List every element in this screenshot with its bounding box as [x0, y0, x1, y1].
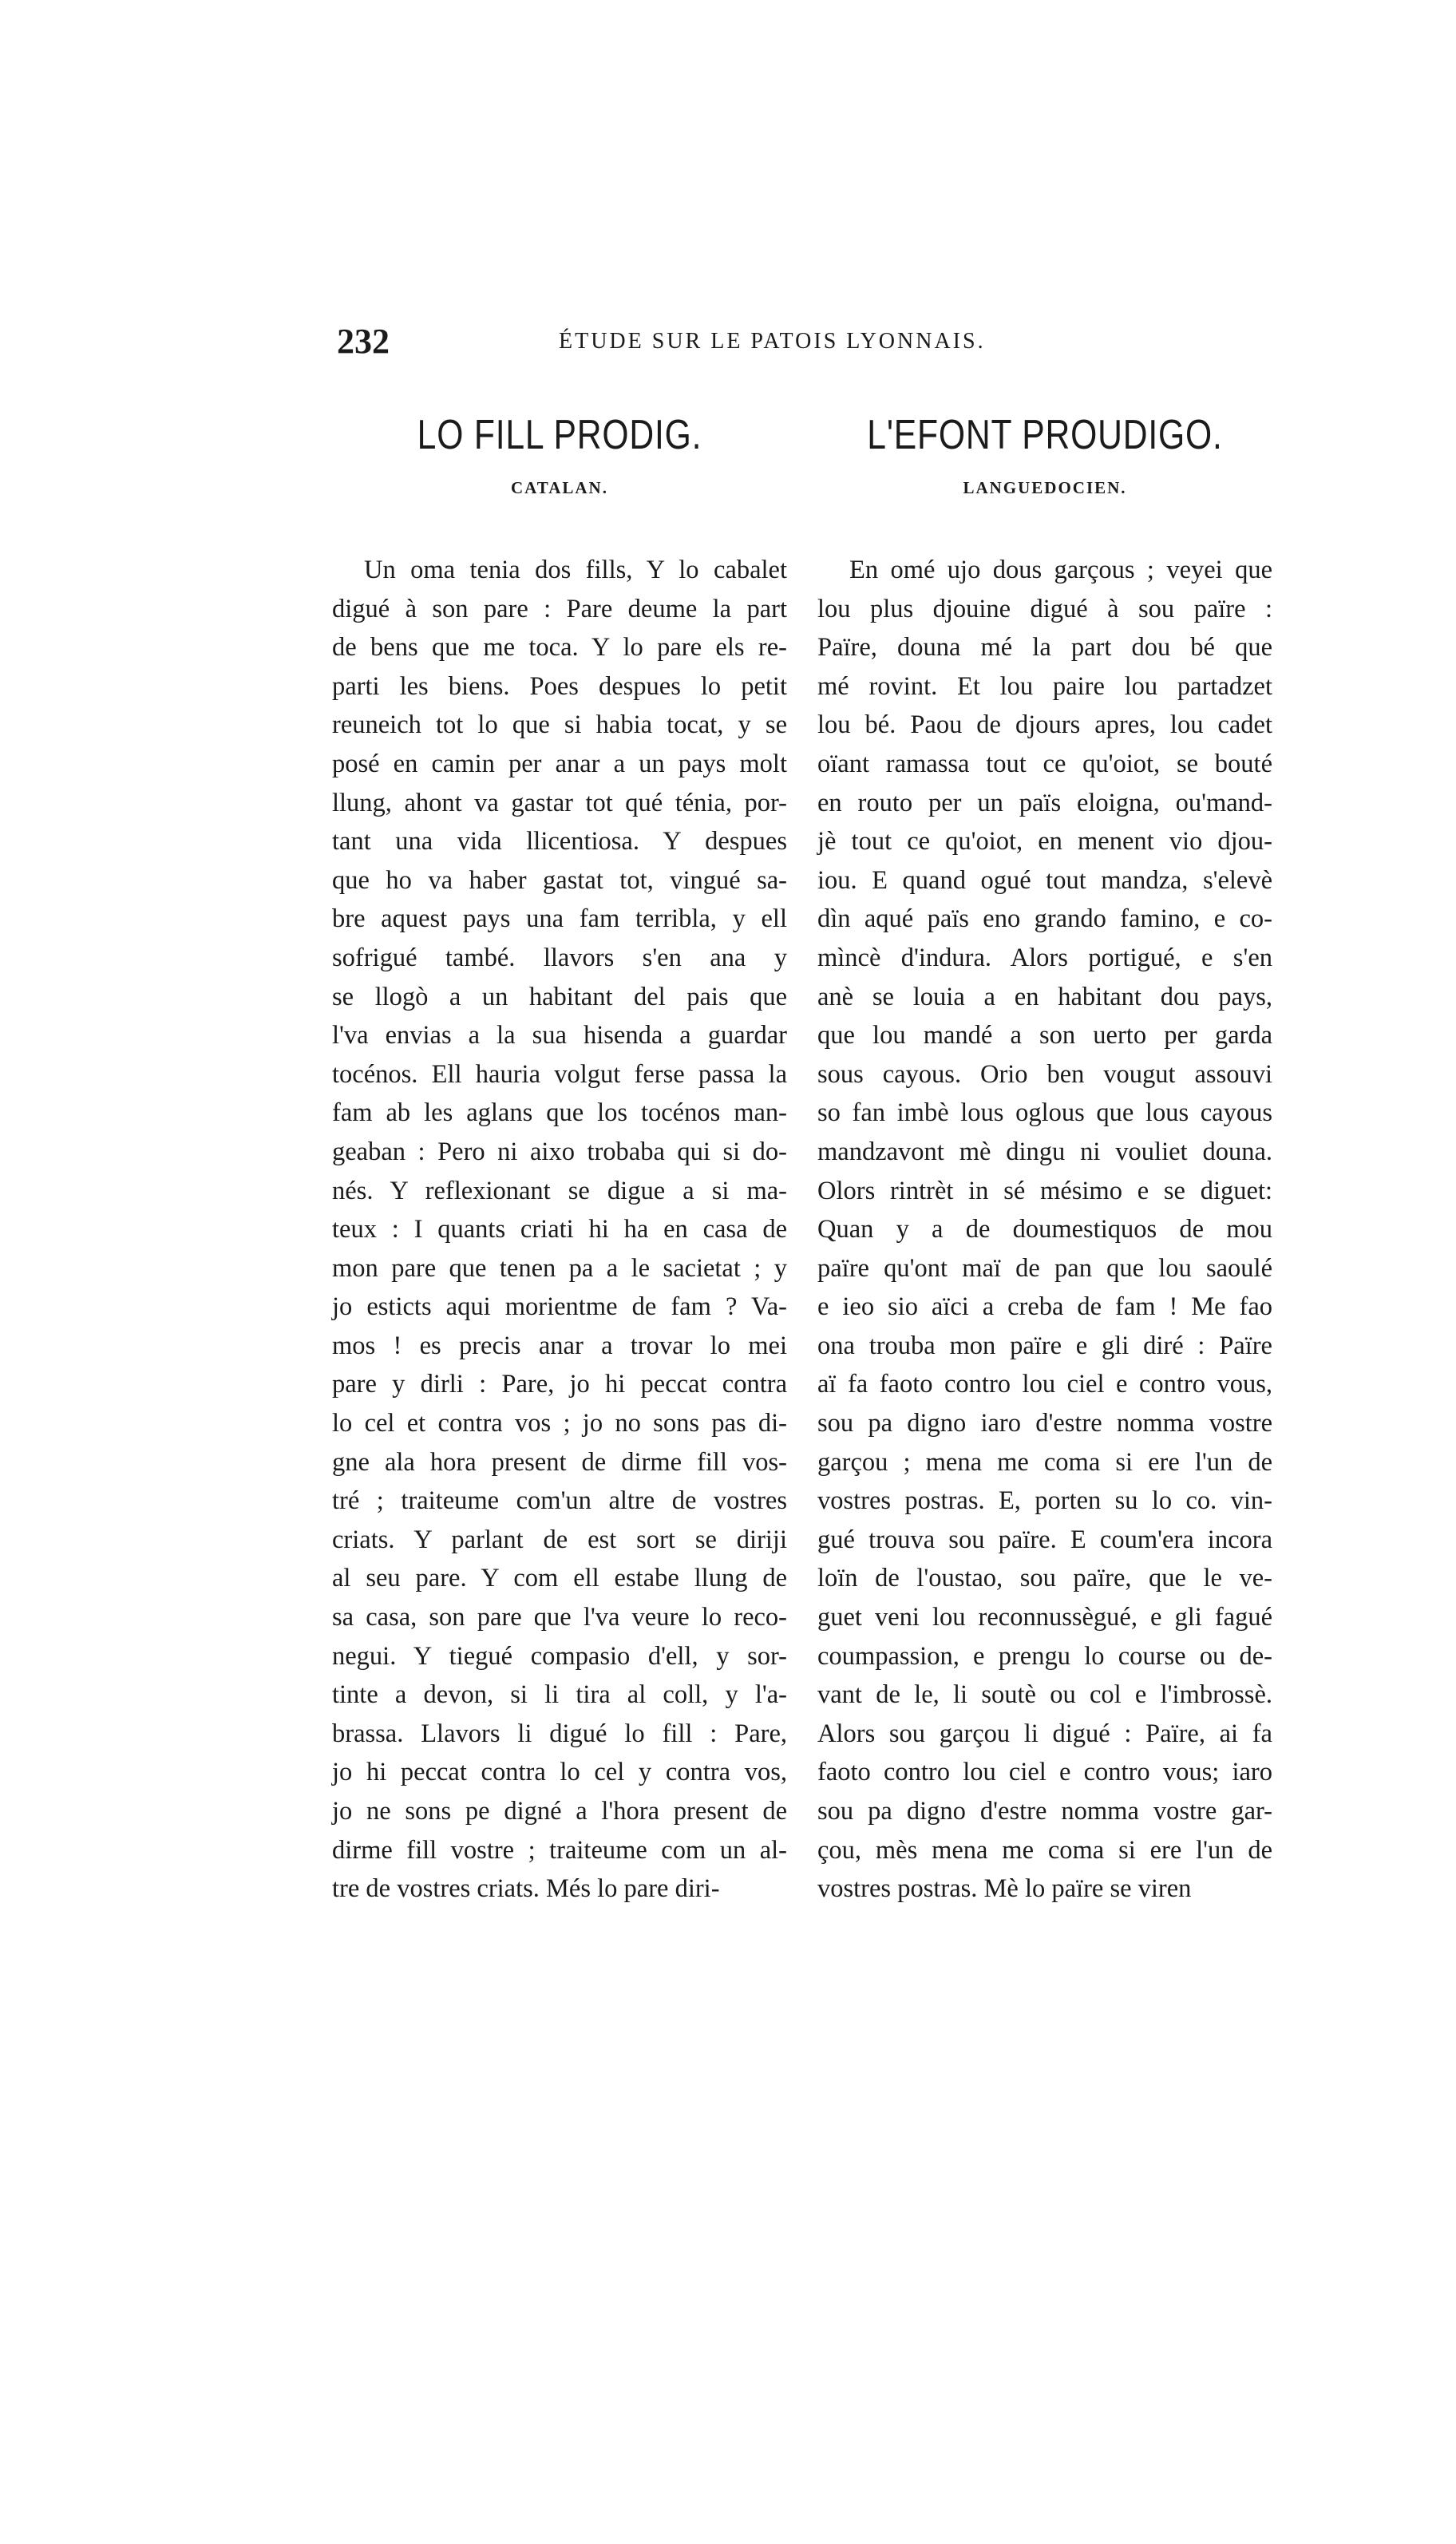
text-line: ona trouba mon païre e gli diré : Païre [817, 1331, 1272, 1360]
text-line: sous cayous. Orio ben vougut assouvi [817, 1059, 1272, 1089]
text-line: llung, ahont va gastar tot qué ténia, por- [332, 788, 787, 817]
text-line: sofrigué també. llavors s'en ana y [332, 943, 787, 972]
text-line: se llogò a un habitant del pais que [332, 982, 787, 1011]
text-line: criats. Y parlant de est sort se diriji [332, 1525, 787, 1554]
text-line: e ieo sio aïci a creba de fam ! Me fao [817, 1292, 1272, 1322]
text-line: iou. E quand ogué tout mandza, s'elevè [817, 865, 1272, 895]
text-line: garçou ; mena me coma si ere l'un de [817, 1447, 1272, 1477]
text-line: faoto contro lou ciel e contro vous; iaro [817, 1758, 1272, 1787]
text-line: tre de vostres criats. Més lo pare diri- [332, 1874, 720, 1904]
text-line: jo ne sons pe digné a l'hora present de [332, 1797, 787, 1826]
text-line: Olors rintrèt in sé mésimo e se diguet: [817, 1176, 1272, 1205]
text-line: coumpassion, e prengu lo course ou de- [817, 1641, 1272, 1671]
text-line: Quan y a de doumestiquos de mou [817, 1215, 1272, 1244]
text-line: que ho va haber gastat tot, vingué sa- [332, 865, 787, 895]
text-line: jè tout ce qu'oiot, en menent vio djou- [817, 827, 1272, 857]
text-line: negui. Y tiegué compasio d'ell, y sor- [332, 1641, 787, 1671]
column-subtitle: CATALAN. [511, 478, 608, 497]
page-number: 232 [337, 322, 390, 361]
text-line: bre aquest pays una fam terribla, y ell [332, 904, 787, 934]
column-title: L'EFONT PROUDIGO. [867, 412, 1223, 458]
running-title: ÉTUDE SUR LE PATOIS LYONNAIS. [559, 329, 986, 354]
text-line: lo cel et contra vos ; jo no sons pas di- [332, 1409, 787, 1438]
text-line: jo esticts aqui morientme de fam ? Va- [332, 1292, 787, 1322]
text-line: reuneich tot lo que si habia tocat, y se [332, 710, 787, 740]
text-line: dìn aqué païs eno grando famino, e co- [817, 904, 1272, 934]
text-line: sou pa digno d'estre nomma vostre gar- [817, 1797, 1272, 1826]
text-line: mos ! es precis anar a trovar lo mei [332, 1331, 787, 1360]
text-line: aï fa faoto contro lou ciel e contro vous, [817, 1370, 1272, 1399]
text-line: tocénos. Ell hauria volgut ferse passa la [332, 1059, 787, 1089]
text-line: teux : I quants criati hi ha en casa de [332, 1215, 787, 1244]
text-line: sa casa, son pare que l'va veure lo reco- [332, 1603, 787, 1632]
text-line: loïn de l'oustao, sou païre, que le ve- [817, 1564, 1272, 1593]
text-line: En omé ujo dous garçous ; veyei que [849, 556, 1272, 584]
text-line: Alors sou garçou li digué : Païre, ai fa [817, 1719, 1272, 1748]
text-line: so fan imbè lous oglous que lous cayous [817, 1098, 1272, 1128]
text-line: al seu pare. Y com ell estabe llung de [332, 1564, 787, 1593]
text-line: gué trouva sou païre. E coum'era incora [817, 1525, 1272, 1554]
text-line: mìncè d'indura. Alors portigué, e s'en [817, 943, 1272, 972]
text-line: sou pa digno iaro d'estre nomma vostre [817, 1409, 1272, 1438]
text-line: pare y dirli : Pare, jo hi peccat contra [332, 1370, 787, 1399]
text-line: lou bé. Paou de djours apres, lou cadet [817, 710, 1272, 740]
text-line: oïant ramassa tout ce qu'oiot, se bouté [817, 749, 1272, 778]
column-languedocien [817, 407, 1272, 1909]
text-line: jo hi peccat contra lo cel y contra vos, [332, 1758, 787, 1787]
text-line: anè se louia a en habitant dou pays, [817, 982, 1272, 1011]
text-line: en routo per un païs eloigna, ou'mand- [817, 788, 1272, 817]
column-title: LO FILL PRODIG. [417, 412, 702, 458]
text-line: païre qu'ont maï de pan que lou saoulé [817, 1253, 1272, 1283]
text-line: tinte a devon, si li tira al coll, y l'a- [332, 1680, 787, 1710]
text-line: dirme fill vostre ; traiteume com un al- [332, 1835, 787, 1865]
text-line: digué à son pare : Pare deume la part [332, 594, 787, 623]
text-line: Un oma tenia dos fills, Y lo cabalet [364, 556, 787, 584]
text-line: çou, mès mena me coma si ere l'un de [817, 1835, 1272, 1865]
text-line: guet veni lou reconnussègué, e gli fagué [817, 1603, 1272, 1632]
text-line: brassa. Llavors li digué lo fill : Pare, [332, 1719, 787, 1748]
text-line: que lou mandé a son uerto per garda [817, 1021, 1272, 1050]
text-line: l'va envias a la sua hisenda a guardar [332, 1021, 787, 1050]
text-line: fam ab les aglans que los tocénos man- [332, 1098, 787, 1128]
text-line: parti les biens. Poes despues lo petit [332, 671, 787, 701]
column-subtitle: LANGUEDOCIEN. [963, 478, 1127, 497]
text-line: mon pare que tenen pa a le sacietat ; y [332, 1253, 787, 1283]
text-line: tré ; traiteume com'un altre de vostres [332, 1486, 787, 1516]
text-line: gne ala hora present de dirme fill vos- [332, 1447, 787, 1477]
text-line: vostres postras. E, porten su lo co. vin- [817, 1486, 1272, 1516]
text-line: posé en camin per anar a un pays molt [332, 749, 787, 778]
text-line: lou plus djouine digué à sou païre : [817, 594, 1272, 623]
text-line: nés. Y reflexionant se digue a si ma- [332, 1176, 787, 1205]
text-line: de bens que me toca. Y lo pare els re- [332, 633, 787, 663]
text-line: Païre, douna mé la part dou bé que [817, 633, 1272, 663]
text-line: mé rovint. Et lou paire lou partadzet [817, 671, 1272, 701]
text-line: vant de le, li soutè ou col e l'imbrossè. [817, 1680, 1272, 1710]
text-line: mandzavont mè dingu ni vouliet douna. [817, 1137, 1272, 1166]
text-line: tant una vida llicentiosa. Y despues [332, 827, 787, 857]
text-line: geaban : Pero ni aixo trobaba qui si do- [332, 1137, 787, 1166]
text-line: vostres postras. Mè lo païre se viren [817, 1874, 1192, 1904]
column-text [332, 551, 787, 1909]
column-catalan [332, 407, 787, 1909]
column-text [817, 551, 1272, 1909]
